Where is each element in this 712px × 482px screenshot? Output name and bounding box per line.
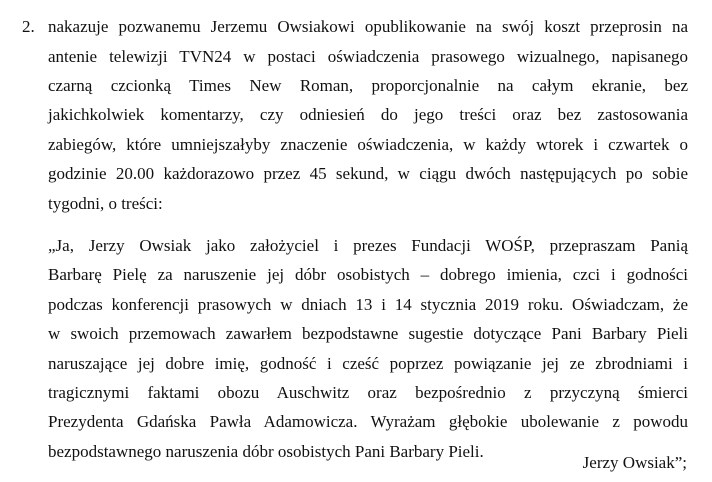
paragraph-line: nakazuje pozwanemu Jerzemu Owsiakowi opublikowanie na swój koszt przeprosin na	[48, 17, 688, 36]
signature: Jerzy Owsiak”;	[582, 453, 687, 472]
quote-line: naruszające jej dobre imię, godność i cześć poprzez powiązanie jej ze zbrodniami i	[48, 354, 688, 373]
quote-line: „Ja, Jerzy Owsiak jako założyciel i prezes Fundacji WOŚP, przepraszam Panią	[48, 236, 688, 255]
paragraph-line: czarną czcionką Times New Roman, proporcjonalnie na całym ekranie, bez	[48, 76, 688, 95]
quote-line: w swoich przemowach zawarłem bezpodstawne sugestie dotyczące Pani Barbary Pieli	[48, 324, 688, 343]
paragraph-line: zabiegów, które umniejszałyby znaczenie oświadczenia, w każdy wtorek i czwartek o	[48, 135, 688, 154]
quote-line: bezpodstawnego naruszenia dóbr osobistych Pani Barbary Pieli.	[48, 442, 484, 461]
paragraph-line: antenie telewizji TVN24 w postaci oświadczenia prasowego wizualnego, napisanego	[48, 47, 688, 66]
quote-line: podczas konferencji prasowych w dniach 13 i 14 stycznia 2019 roku. Oświadczam, że	[48, 295, 688, 314]
quote-line: Barbarę Pielę za naruszenie jej dóbr osobistych – dobrego imienia, czci i godności	[48, 265, 688, 284]
paragraph-line: jakichkolwiek komentarzy, czy odniesień do jego treści oraz bez zastosowania	[48, 105, 688, 124]
quote-line: Prezydenta Gdańska Pawła Adamowicza. Wyrażam głębokie ubolewanie z powodu	[48, 412, 688, 431]
list-item-number: 2.	[22, 17, 35, 36]
paragraph-line: tygodni, o treści:	[48, 194, 163, 213]
quote-line: tragicznymi faktami obozu Auschwitz oraz bezpośrednio z przyczyną śmierci	[48, 383, 688, 402]
paragraph-line: godzinie 20.00 każdorazowo przez 45 sekund, w ciągu dwóch następujących po sobie	[48, 164, 688, 183]
